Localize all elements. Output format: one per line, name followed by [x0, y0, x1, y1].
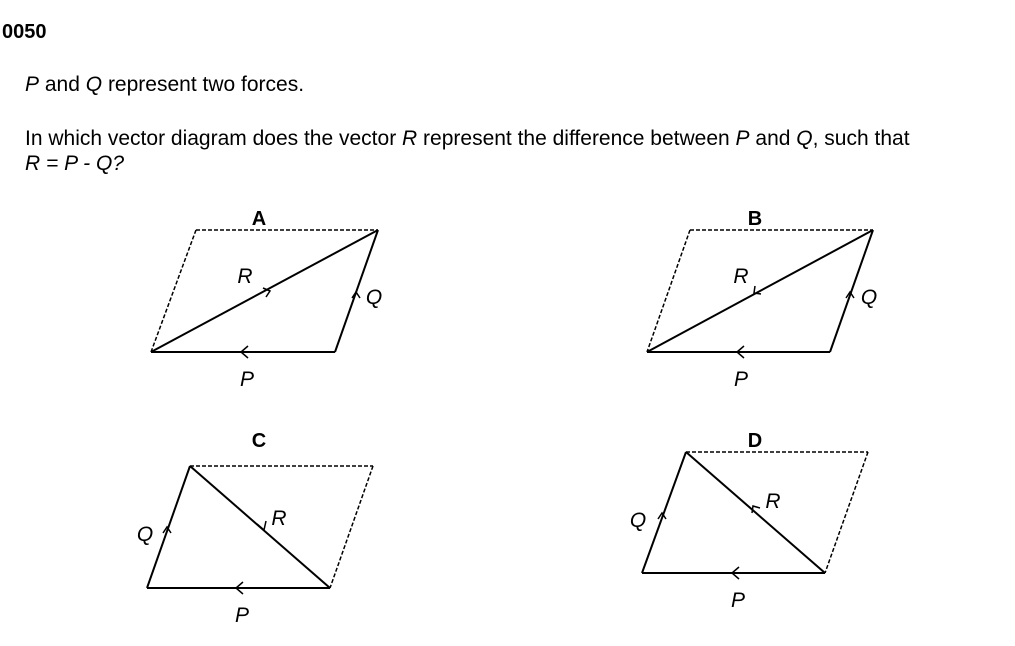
label-q: Q — [365, 286, 383, 309]
vector-p-label: P — [25, 73, 40, 96]
vector-p-label: P — [735, 127, 750, 150]
vector-q-label: Q — [796, 127, 813, 150]
dashed-edge — [825, 452, 868, 573]
label-r: R — [237, 265, 253, 288]
equation: R = P - Q? — [25, 152, 125, 175]
stem2-mid: represent the difference between — [423, 127, 730, 150]
option-letter-d: D — [747, 430, 763, 452]
vector-r — [151, 230, 378, 352]
label-p: P — [234, 604, 250, 627]
question-number: 0050 — [2, 21, 47, 43]
vector-r-label: R — [402, 127, 418, 150]
arrowhead-r — [257, 521, 266, 530]
label-r: R — [271, 507, 287, 530]
vector-q-label: Q — [85, 73, 103, 96]
vector-q — [642, 452, 686, 573]
label-q: Q — [860, 286, 878, 309]
dashed-edge — [647, 230, 690, 352]
label-r: R — [765, 490, 781, 513]
and-text: and — [44, 73, 80, 96]
and-text: and — [755, 127, 791, 150]
stem2-tail: , such that — [812, 127, 910, 150]
diagram-b — [647, 230, 873, 358]
label-p: P — [733, 368, 749, 391]
dashed-edge — [330, 466, 373, 588]
vector-q — [147, 466, 190, 588]
option-letter-b: B — [747, 208, 763, 230]
stem2-lead: In which vector diagram does the vector — [25, 127, 397, 150]
label-p: P — [239, 368, 255, 391]
stem1-rest: represent two forces. — [107, 73, 305, 96]
diagram-c — [147, 466, 373, 594]
vector-r — [647, 230, 873, 352]
option-letter-c: C — [251, 430, 267, 452]
dashed-edge — [151, 230, 196, 352]
vector-r — [686, 452, 825, 573]
diagram-d — [642, 452, 868, 579]
diagram-a — [151, 230, 378, 358]
label-q: Q — [136, 523, 154, 546]
option-letter-a: A — [251, 208, 267, 230]
label-r: R — [733, 265, 749, 288]
label-q: Q — [629, 509, 647, 532]
label-p: P — [730, 589, 746, 612]
